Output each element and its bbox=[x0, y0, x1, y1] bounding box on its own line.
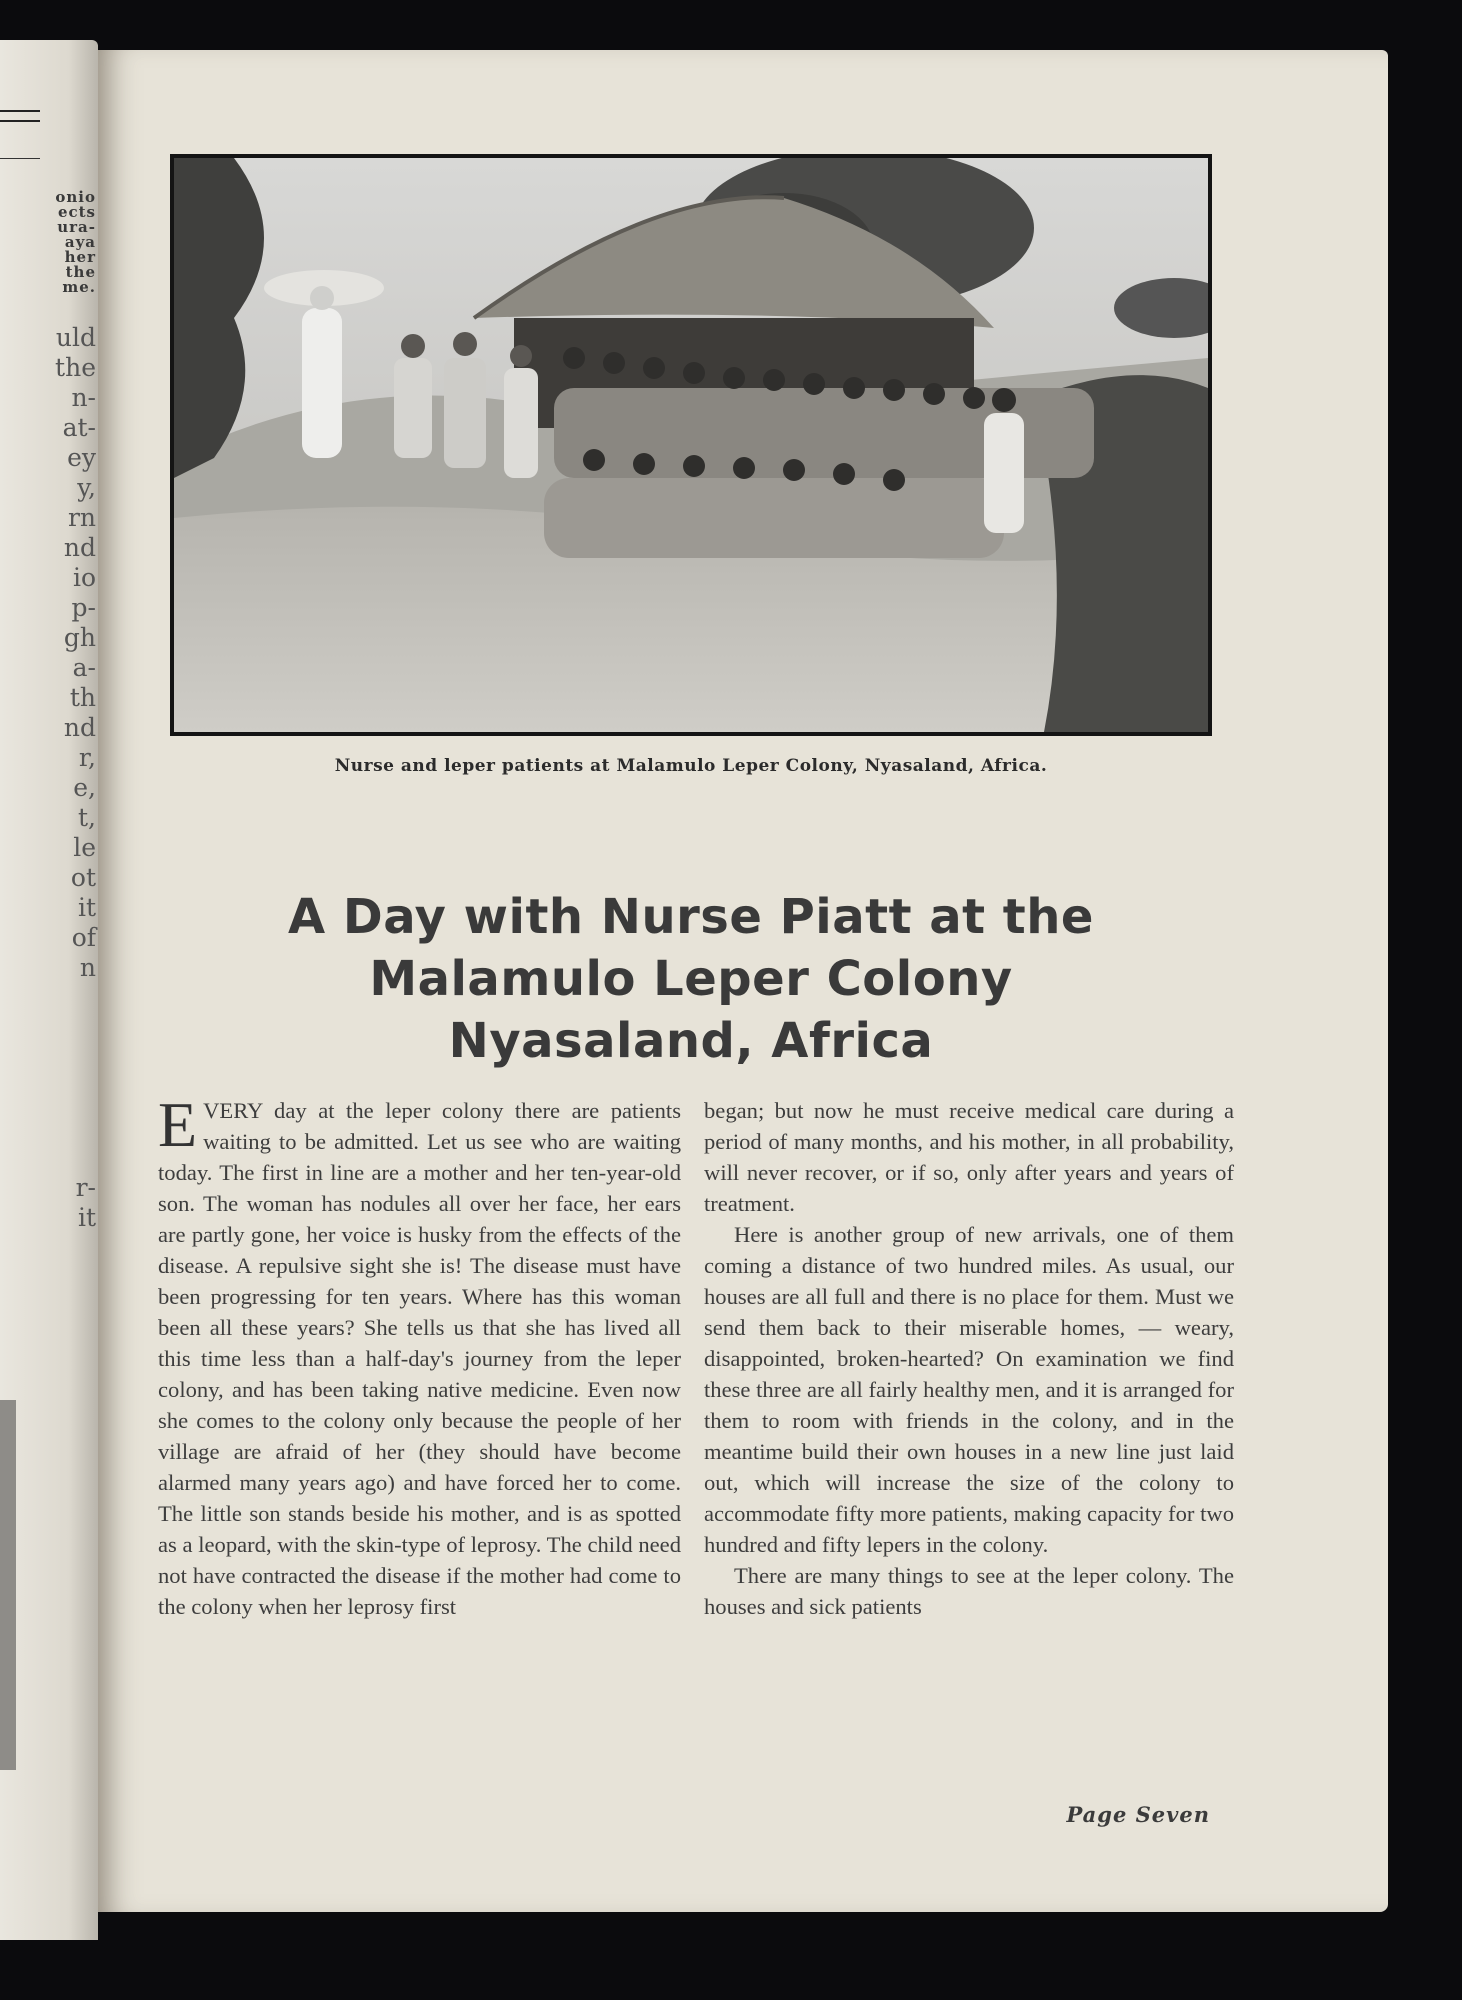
opening-caps: VERY bbox=[203, 1098, 263, 1123]
previous-page-fragment: nd bbox=[63, 533, 96, 562]
previous-page-fragment: me. bbox=[62, 278, 96, 296]
previous-page-fragment: of bbox=[71, 923, 96, 952]
article-paragraph: Here is another group of new arrivals, one of them coming a distance of two hundred miles. As usual, our houses are all full and there is no place for them. Must we send them back to their miserable homes, — weary, disappointed, broken-hearted? On examination we find these three are all fairly healthy men, and it is arranged for them to room with friends in the colony, and in the meantime build their own houses in a new line just laid out, which will increase the size of the colony to accommodate fifty more patients, making capacity for two hundred and fifty lepers in the colony. bbox=[704, 1222, 1234, 1557]
drop-cap: E bbox=[158, 1089, 198, 1160]
photo-caption: Nurse and leper patients at Malamulo Leper Colony, Nyasaland, Africa. bbox=[334, 756, 1048, 776]
article-column-left bbox=[158, 1089, 681, 1622]
title-line: A Day with Nurse Piatt at the bbox=[288, 889, 1094, 945]
previous-page-fragment: y, bbox=[77, 473, 96, 502]
previous-page-fragment: ot bbox=[70, 863, 96, 892]
previous-page-fragment: e, bbox=[73, 773, 96, 802]
previous-page-fragment: n- bbox=[71, 383, 96, 412]
previous-page-fragment: it bbox=[77, 1203, 96, 1232]
previous-page-fragment: ura- bbox=[57, 218, 96, 236]
previous-page-fragment: onio bbox=[55, 188, 96, 206]
previous-page-fragment: nd bbox=[63, 713, 96, 742]
previous-page-fragment: at- bbox=[62, 413, 96, 442]
previous-page-fragment: the bbox=[55, 353, 96, 382]
previous-page-rule bbox=[0, 120, 40, 122]
previous-page-fragment: ey bbox=[67, 443, 96, 472]
photo-illustration bbox=[174, 158, 1208, 732]
previous-page-fragment: io bbox=[72, 563, 96, 592]
previous-page-fragment: a- bbox=[72, 653, 96, 682]
article-photo bbox=[170, 154, 1212, 736]
article-paragraph: There are many things to see at the leper colony. The houses and sick patients bbox=[704, 1563, 1234, 1619]
paragraph-text: day at the leper colony there are patients waiting to be admitted. Let us see who are waiting today. The first in line are a mother and her ten-year-old son. The woman has nodules all over her face, her ears are partly gone, her voice is husky from the effects of the disease. A repulsive sight she is! The disease must have been progressing for ten years. Where has this woman been all these years? She tells us that she has lived all this time less than a half-day's journey from the leper colony, and has been taking native medicine. Even now she comes to the colony only because the people of her village are afraid of her (they should have become alarmed many years ago) and have forced her to come. The little son stands beside his mother, and is as spotted as a leopard, with the skin-type of leprosy. The child need not have contracted the disease if the mother had come to the colony when her leprosy first bbox=[158, 1098, 681, 1619]
previous-page-rule bbox=[0, 110, 40, 112]
previous-page-fragment: uld bbox=[55, 323, 96, 352]
previous-page-fragment: p- bbox=[71, 593, 96, 622]
magazine-page bbox=[98, 50, 1388, 1912]
article-title bbox=[170, 886, 1212, 1072]
previous-page-fragment: t, bbox=[78, 803, 96, 832]
previous-page-fragment: rn bbox=[67, 503, 96, 532]
previous-page-fragment: r, bbox=[78, 743, 96, 772]
previous-page-photo-edge bbox=[0, 1400, 16, 1770]
previous-page-fragment: r- bbox=[75, 1173, 96, 1202]
previous-page-fragment: aya bbox=[64, 233, 96, 251]
previous-page-edge bbox=[0, 40, 98, 1940]
page-number: Page Seven bbox=[1066, 1802, 1210, 1827]
title-line: Malamulo Leper Colony bbox=[369, 951, 1013, 1007]
previous-page-fragment: it bbox=[77, 893, 96, 922]
previous-page-fragment: the bbox=[65, 263, 96, 281]
previous-page-fragment: th bbox=[69, 683, 96, 712]
article-paragraph: began; but now he must receive medical care during a period of many months, and his mother, in all probability, will never recover, or if so, only after years and years of treatment. bbox=[704, 1098, 1234, 1216]
previous-page-fragment: ects bbox=[57, 203, 96, 221]
previous-page-fragment: gh bbox=[63, 623, 96, 652]
previous-page-fragment: n bbox=[79, 953, 96, 982]
previous-page-fragment: her bbox=[64, 248, 96, 266]
article-paragraph bbox=[158, 1089, 681, 1622]
previous-page-fragment: le bbox=[73, 833, 96, 862]
article-column-right bbox=[704, 1095, 1234, 1622]
previous-page-rule bbox=[0, 158, 40, 159]
title-line: Nyasaland, Africa bbox=[448, 1013, 934, 1069]
